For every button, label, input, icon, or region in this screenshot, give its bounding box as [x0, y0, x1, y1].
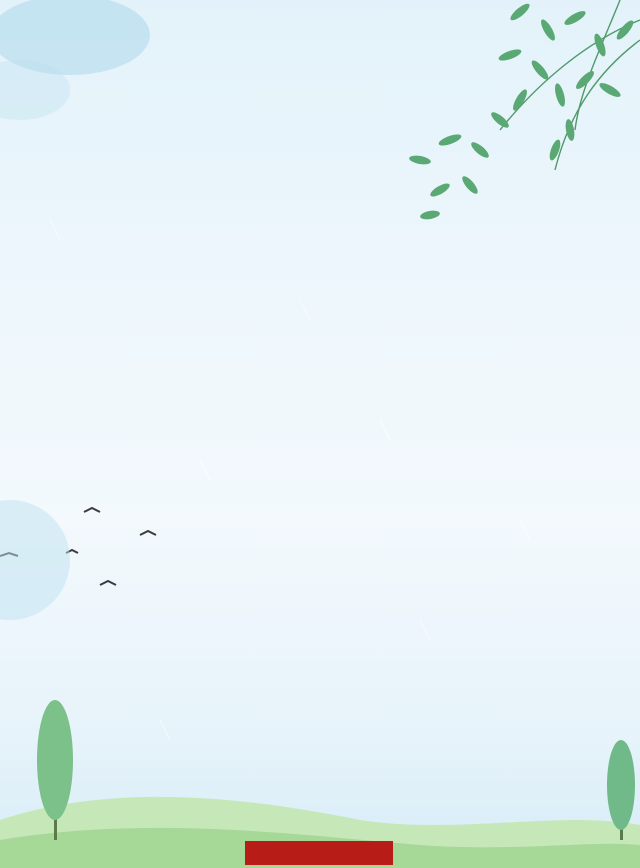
page-number-footer	[245, 841, 393, 865]
willow-leaves	[408, 1, 635, 220]
willow-branch-illustration	[500, 0, 640, 170]
